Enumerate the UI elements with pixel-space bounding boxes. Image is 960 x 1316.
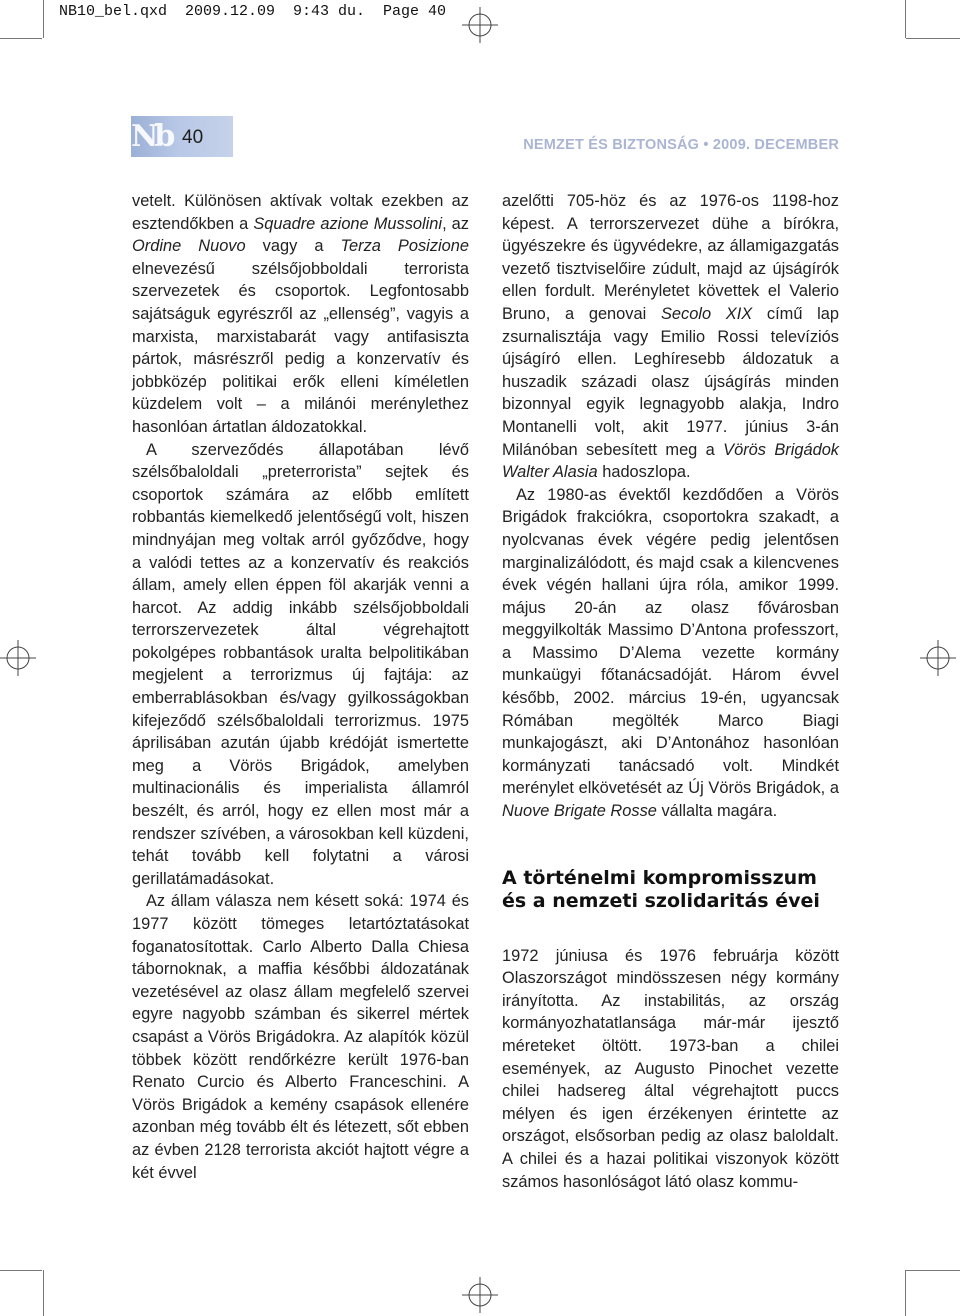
left-paragraph-2: A szerveződés állapotában lévő szélsőbaloldali „preterrorista” sejtek és csoportok számára az előbb említett robbantás kiemelkedő jelentőségű volt, hiszen mindnyájan meg voltak arról győződve, hogy a valódi tettes az a konzervatív és reakciós állam, amely ellen éppen föl akarják venni a harcot. Az addig inkább szélsőjobboldali terrorszervezetek által végrehajtott pokolgépes robbantások uralta belpolitikában megjelent a terrorizmus új fajtája: az emberrablásokban és/vagy gyilkosságokban kifejeződő szélsőbaloldali terrorizmus. 1975 áprilisában azután újabb krédóját ismertette meg a Vörös Brigádok, amelyben multinacionális és imperialista államról beszélt, és arról, hogy ez ellen most már a rendszer szívében, a városokban kell küzdeni, tehát tovább kell folytatni a városi gerillatámadásokat. xyxy=(132,440,469,888)
page-number: 40 xyxy=(182,127,204,148)
registration-mark-right xyxy=(920,640,956,676)
section-heading: A történelmi kompromisszum és a nemzeti szolidaritás évei xyxy=(502,866,820,912)
right-paragraph-3: 1972 júniusa és 1976 februárja között Olaszországot mindösszesen négy kormány irányította. Az instabilitás, az ország kormányozhatatlansága már-már ijesztő méreteket öltött. 1973-ban a chilei események, az Augusto Pinochet vezette chilei hadsereg által végrehajtott puccs mélyen és igen érzékenyen érintette az országot, elsősorban pedig az olasz baloldalt. A chilei és a hazai politikai viszonyok között számos hasonlóságot látó olasz kommu- xyxy=(502,946,839,1191)
right-paragraph-1: azelőtti 705-höz és az 1976-os 1198-hoz képest. A terrorszervezet dühe a bírókra, ügyészekre és ügyvédekre, az államigazgatás vezető tisztviselőire zúdult, majd az újságírók ellen fordult. Merényletet követtek el Valerio Bruno, a genovai Secolo XIX című lap zsurnalisztája vagy Emilio Rossi televíziós újságíró ellen. Leghíresebb áldozatuk a huszadik századi olasz újságírás minden bizonnyal egyik legnagyobb alakja, Indro Montanelli volt, akit 1977. június 3-án Milánóban sebesített meg a Vörös Brigádok Walter Alasia hadoszlopa. xyxy=(502,192,840,482)
left-paragraph-1: vetelt. Különösen aktívak voltak ezekben az esztendőkben a Squadre azione Mussolini, az Ordine Nuovo vagy a Terza Posizione elnevezésű szélsőjobboldali terrorista szervezetek és csoportok. Legfontosabb sajátságuk egyrészről az „ellenség”, vagyis a marxista, marxistabarát vagy antifasiszta pártok, másrészről pedig a konzervatív és jobbközép politikai erők elleni kíméletlen küzdelem volt – a milánói merénylethez hasonlóan ártatlan áldozatokkal. xyxy=(132,192,470,436)
left-column xyxy=(132,190,469,1184)
right-column xyxy=(502,190,839,1193)
running-head: NEMZET ÉS BIZTONSÁG • 2009. DECEMBER xyxy=(523,137,839,153)
registration-mark-left xyxy=(0,640,36,676)
slug-line: NB10_bel.qxd 2009.12.09 9:43 du. Page 40 xyxy=(59,3,447,20)
registration-mark-bottom xyxy=(462,1277,498,1313)
magazine-logo: Nb xyxy=(131,119,172,154)
right-paragraph-2: Az 1980-as évektől kezdődően a Vörös Brigádok frakciókra, csoportokra szakadt, a nyolcvanas évek végére pedig jelentősen marginalizálódott, és majd csak a kilencvenes évek végén hallani újra róla, amikor 1999. május 20-án az olasz fővárosban meggyilkolták Massimo D’Antona professzort, a Massimo D’Alema vezette kormány munkaügyi főtanácsadóját. Három évvel később, 2002. március 19-én, ugyancsak Rómában megölték Marco Biagi munkajogászt, aki D’Antonához hasonlóan kormányzati tanácsadó volt. Mindkét merénylet elkövetését az Új Vörös Brigádok, a Nuove Brigate Rosse vállalta magára. xyxy=(502,485,839,821)
left-paragraph-3: Az állam válasza nem késett soká: 1974 és 1977 között tömeges letartóztatásokat foganatosítottak. Carlo Alberto Dalla Chiesa tábornoknak, a maffia későbbi áldozatának vezetésével az olasz állam megfelelő szervei egyre nagyobb számban és sikerrel mértek csapást a Vörös Brigádokra. Az alapítók közül többek között rendőrkézre került 1976-ban Renato Curcio és Alberto Franceschini. A Vörös Brigádok a kemény csapások ellenére azonban még tovább élt és létezett, sőt ebben az évben 2128 terrorista akciót hajtott végre a két évvel xyxy=(132,892,469,1182)
registration-mark-top xyxy=(462,7,498,43)
